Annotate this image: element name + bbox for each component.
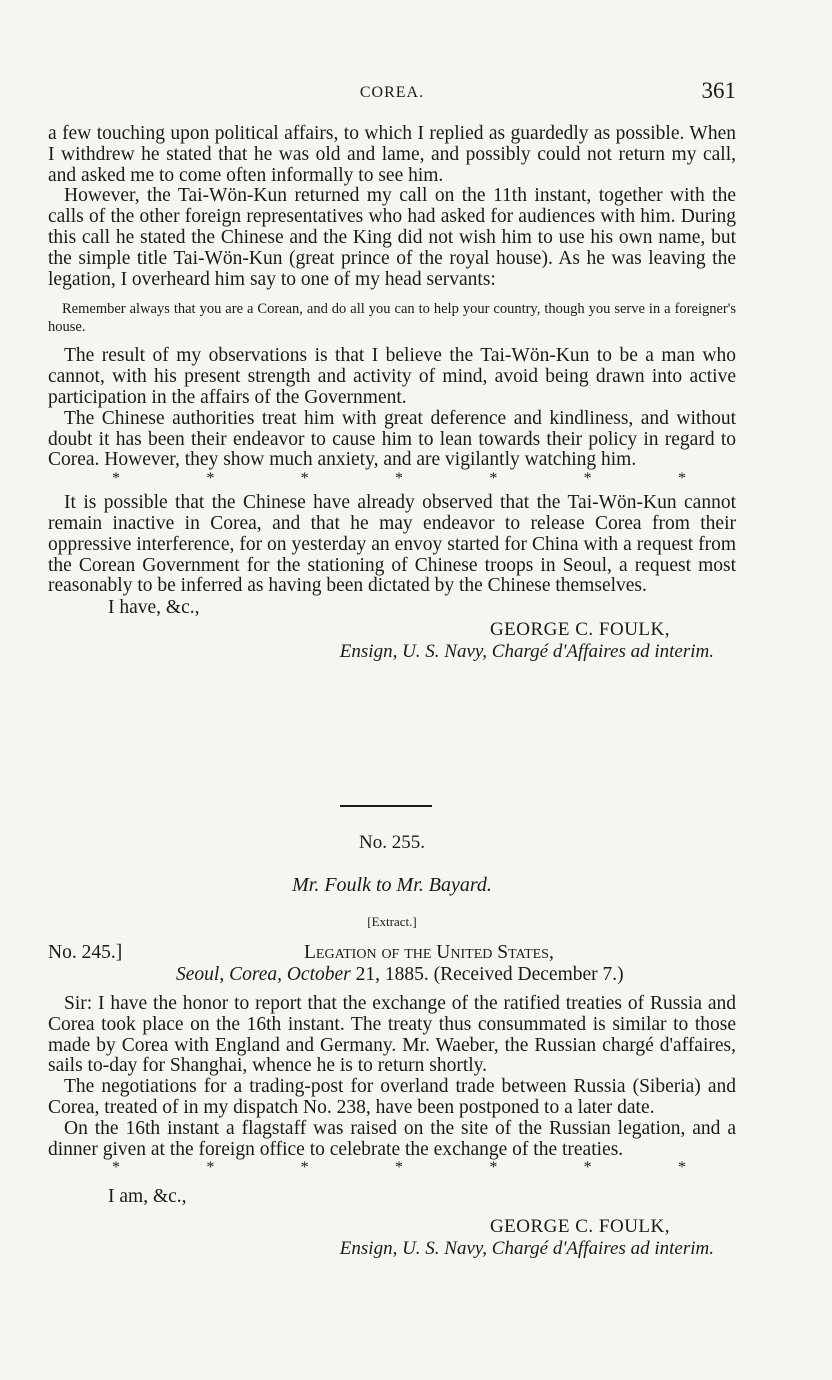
page-header [48,78,736,108]
ellipsis-stars: * * * * * * * [112,470,686,488]
signature: GEORGE C. FOULK, [489,619,670,641]
running-title: COREA. [359,84,425,101]
signature-title: Ensign, U. S. Navy, Chargé d'Affaires ad interim. [339,641,714,663]
block-quote: Remember always that you are a Corean, and do all you can to help your country, though you serve in a foreigner's house. [48,301,736,336]
document-number: No. 255. [359,832,425,853]
dispatch-dateline [48,964,736,988]
date-received: 21, 1885. (Received December 7.) [355,964,624,985]
dispatch-number: No. 245.] [48,942,123,963]
closing: I am, &c., [108,1186,187,1208]
ellipsis-stars: * * * * * * * [112,1159,686,1177]
paragraph: The negotiations for a trading-post for overland trade between Russia (Siberia) and Corea, treated of in my dispatch No. 238, have been postponed to a later date. [48,1076,736,1118]
section-divider [340,805,432,807]
paragraph: Sir: I have the honor to report that the exchange of the ratified treaties of Russia and Corea took place on the 16th instant. The treaty thus consummated is similar to those made by Corea with England and Germany. Mr. Waeber, the Russian chargé d'affaires, sails to-day for Shanghai, whence he is to return shortly. [48,993,736,1077]
closing: I have, &c., [108,597,200,619]
letter-254-body [48,124,736,663]
document-title: Mr. Foulk to Mr. Bayard. [292,874,492,896]
page-number: 361 [701,78,736,103]
paragraph: The Chinese authorities treat him with great deference and kindliness, and without doubt it has been their endeavor to cause him to lean towards their policy in regard to Corea. However, they show much anxiety, and are vigilantly watching him. [48,407,736,471]
paragraph: On the 16th instant a flagstaff was raised on the site of the Russian legation, and a dinner given at the foreign office to celebrate the exchange of the treaties. [48,1117,736,1160]
paragraph: It is possible that the Chinese have already observed that the Tai-Wön-Kun cannot remain inactive in Corea, and that he may endeavor to release Corea from their oppressive interference, for on yesterday an envoy started for China with a request from the Corean Government for the stationing of Chinese troops in Seoul, a request most reasonably to be inferred as having been dictated by the Chinese themselves. [48,492,736,597]
paragraph: The result of my observations is that I believe the Tai-Wön-Kun to be a man who cannot, with his present strength and activity of mind, avoid being drawn into active participation in the affairs of the Government. [48,345,736,408]
letter-255-body [48,994,736,1260]
signature-title: Ensign, U. S. Navy, Chargé d'Affaires ad interim. [339,1238,714,1260]
dispatch-reference [48,942,736,966]
legation-heading: Legation of the United States, [304,942,554,963]
extract-label: [Extract.] [367,914,417,929]
paragraph: However, the Tai-Wön-Kun returned my call on the 11th instant, together with the calls of the other foreign representatives who had asked for audiences with him. During this call he stated the Chinese and the King did not wish him to use his own name, but the simple title Tai-Wön-Kun (great prince of the royal house). As he was leaving the legation, I overheard him say to one of my head servants: [48,185,736,290]
signature: GEORGE C. FOULK, [489,1216,670,1238]
date-place: Seoul, Corea, October [176,964,351,985]
paragraph: a few touching upon political affairs, to which I replied as guardedly as possible. When I withdrew he stated that he was old and lame, and possibly could not return my call, and asked me to come often informally to see him. [48,123,736,186]
